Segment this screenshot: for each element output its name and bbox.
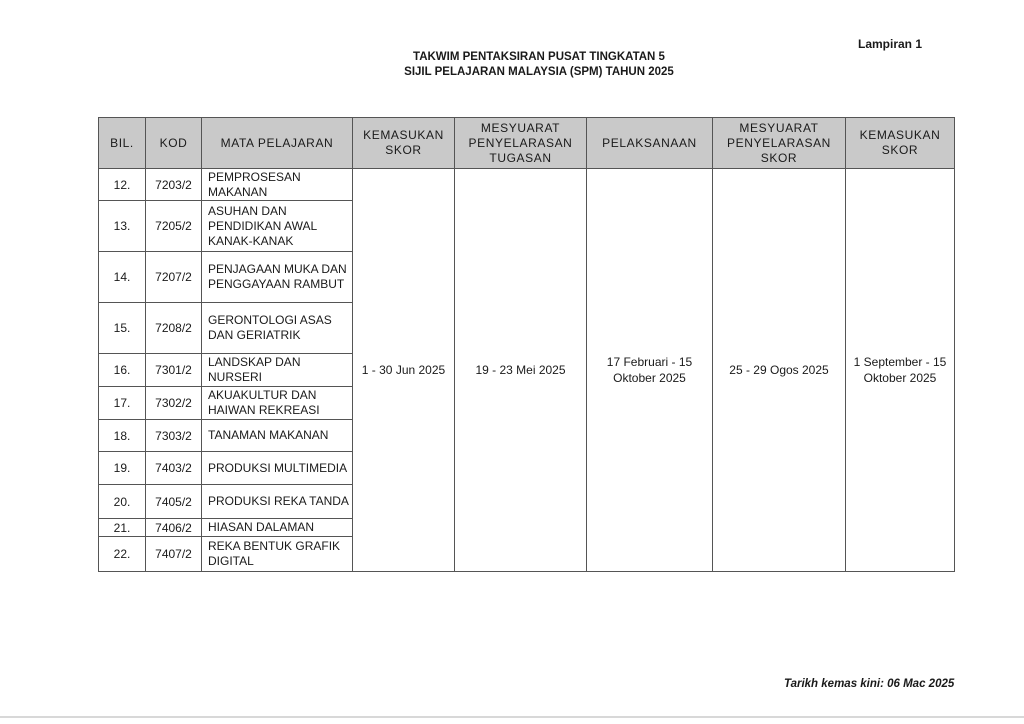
- col-header-pelaksanaan: PELAKSANAAN: [587, 118, 713, 169]
- col-header-mata-pelajaran: MATA PELAJARAN: [202, 118, 353, 169]
- cell-subject: HIASAN DALAMAN: [202, 519, 353, 537]
- cell-kod: 7405/2: [146, 485, 202, 519]
- cell-kemasukan-skor: 1 - 30 Jun 2025: [353, 169, 455, 572]
- cell-subject: AKUAKULTUR DAN HAIWAN REKREASI: [202, 387, 353, 420]
- schedule-table: [98, 117, 955, 572]
- cell-bil: 13.: [99, 201, 146, 252]
- col-header-kemasukan-skor: KEMASUKAN SKOR: [353, 118, 455, 169]
- cell-subject: REKA BENTUK GRAFIK DIGITAL: [202, 537, 353, 572]
- document-subtitle: SIJIL PELAJARAN MALAYSIA (SPM) TAHUN 2025: [404, 66, 674, 78]
- cell-pelaksanaan: 17 Februari - 15 Oktober 2025: [587, 169, 713, 572]
- cell-mesyuarat-skor: 25 - 29 Ogos 2025: [713, 169, 846, 572]
- cell-bil: 20.: [99, 485, 146, 519]
- col-header-mesyuarat-tugasan: MESYUARAT PENYELARASAN TUGASAN: [455, 118, 587, 169]
- cell-kod: 7203/2: [146, 169, 202, 201]
- col-header-bil: BIL.: [99, 118, 146, 169]
- cell-subject: PEMPROSESAN MAKANAN: [202, 169, 353, 201]
- cell-subject: TANAMAN MAKANAN: [202, 420, 353, 452]
- cell-kod: 7302/2: [146, 387, 202, 420]
- table-header-row: [99, 118, 955, 169]
- cell-kod: 7407/2: [146, 537, 202, 572]
- cell-bil: 12.: [99, 169, 146, 201]
- cell-kod: 7406/2: [146, 519, 202, 537]
- page-edge-divider: [0, 716, 1024, 718]
- cell-bil: 16.: [99, 354, 146, 387]
- cell-subject: PRODUKSI REKA TANDA: [202, 485, 353, 519]
- col-header-kemasukan-skor-akhir: KEMASUKAN SKOR: [846, 118, 955, 169]
- last-updated-note: Tarikh kemas kini: 06 Mac 2025: [784, 678, 955, 690]
- cell-bil: 17.: [99, 387, 146, 420]
- cell-kod: 7303/2: [146, 420, 202, 452]
- cell-kod: 7205/2: [146, 201, 202, 252]
- cell-bil: 19.: [99, 452, 146, 485]
- cell-subject: LANDSKAP DAN NURSERI: [202, 354, 353, 387]
- cell-kod: 7208/2: [146, 303, 202, 354]
- cell-bil: 15.: [99, 303, 146, 354]
- document-title: TAKWIM PENTAKSIRAN PUSAT TINGKATAN 5: [413, 51, 665, 63]
- cell-kemasukan-skor-akhir: 1 September - 15 Oktober 2025: [846, 169, 955, 572]
- cell-subject: ASUHAN DAN PENDIDIKAN AWAL KANAK-KANAK: [202, 201, 353, 252]
- cell-subject: PENJAGAAN MUKA DAN PENGGAYAAN RAMBUT: [202, 252, 353, 303]
- cell-bil: 18.: [99, 420, 146, 452]
- cell-kod: 7403/2: [146, 452, 202, 485]
- col-header-kod: KOD: [146, 118, 202, 169]
- col-header-mesyuarat-skor: MESYUARAT PENYELARASAN SKOR: [713, 118, 846, 169]
- cell-bil: 22.: [99, 537, 146, 572]
- lampiran-label: Lampiran 1: [858, 37, 923, 51]
- cell-kod: 7301/2: [146, 354, 202, 387]
- table-row: [99, 169, 955, 201]
- cell-kod: 7207/2: [146, 252, 202, 303]
- cell-mesyuarat-tugasan: 19 - 23 Mei 2025: [455, 169, 587, 572]
- cell-subject: GERONTOLOGI ASAS DAN GERIATRIK: [202, 303, 353, 354]
- cell-bil: 21.: [99, 519, 146, 537]
- cell-subject: PRODUKSI MULTIMEDIA: [202, 452, 353, 485]
- cell-bil: 14.: [99, 252, 146, 303]
